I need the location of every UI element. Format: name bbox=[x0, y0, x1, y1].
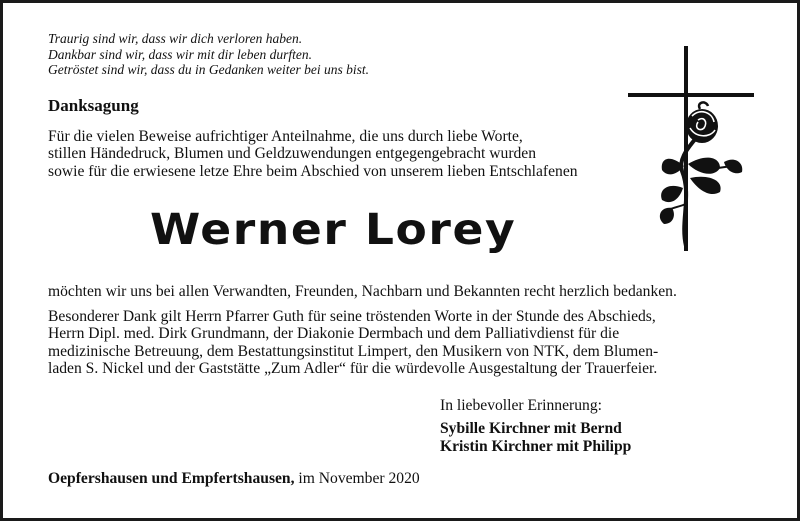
special-thanks-line: medizinische Betreuung, dem Bestattungsinstitut Limpert, den Musikern von NTK, dem Blumen- bbox=[48, 342, 659, 360]
deceased-name: Werner Lorey bbox=[150, 205, 517, 255]
thanks-line: möchten wir uns bei allen Verwandten, Freunden, Nachbarn und Bekannten recht herzlich bedanken. bbox=[48, 283, 677, 300]
place-date-line bbox=[48, 470, 420, 488]
heading: Danksagung bbox=[48, 96, 139, 115]
signer: Kristin Kirchner mit Philipp bbox=[440, 437, 632, 455]
signers bbox=[440, 420, 631, 455]
signer: Sybille Kirchner mit Bernd bbox=[440, 420, 622, 437]
cross-with-rose-icon bbox=[620, 46, 760, 251]
intro-line: sowie für die erwiesene letze Ehre beim Abschied von unserem lieben Entschlafenen bbox=[48, 162, 578, 180]
poem-line: Traurig sind wir, dass wir dich verloren haben. bbox=[48, 31, 303, 46]
special-thanks-line: laden S. Nickel und der Gaststätte „Zum Adler“ für die würdevolle Ausgestaltung der Trauerfeier. bbox=[48, 359, 658, 377]
date: im November 2020 bbox=[294, 470, 420, 487]
poem bbox=[48, 31, 369, 78]
intro-line: Für die vielen Beweise aufrichtiger Anteilnahme, die uns durch liebe Worte, bbox=[48, 128, 523, 145]
memory-line: In liebevoller Erinnerung: bbox=[440, 397, 602, 414]
special-thanks-line: Besonderer Dank gilt Herrn Pfarrer Guth für seine tröstenden Worte in der Stunde des Abschieds, bbox=[48, 308, 656, 325]
place: Oepfershausen und Empfertshausen, bbox=[48, 470, 295, 487]
special-thanks-line: Herrn Dipl. med. Dirk Grundmann, der Diakonie Dermbach und dem Palliativdienst für die bbox=[48, 325, 620, 343]
poem-line: Dankbar sind wir, dass wir mit dir leben durften. bbox=[48, 46, 313, 62]
poem-line: Getröstet sind wir, dass du in Gedanken weiter bei uns bist. bbox=[48, 62, 369, 77]
intro-line: stillen Händedruck, Blumen und Geldzuwendungen entgegengebracht wurden bbox=[48, 145, 537, 163]
special-thanks-paragraph bbox=[48, 308, 658, 377]
intro-paragraph bbox=[48, 128, 578, 180]
